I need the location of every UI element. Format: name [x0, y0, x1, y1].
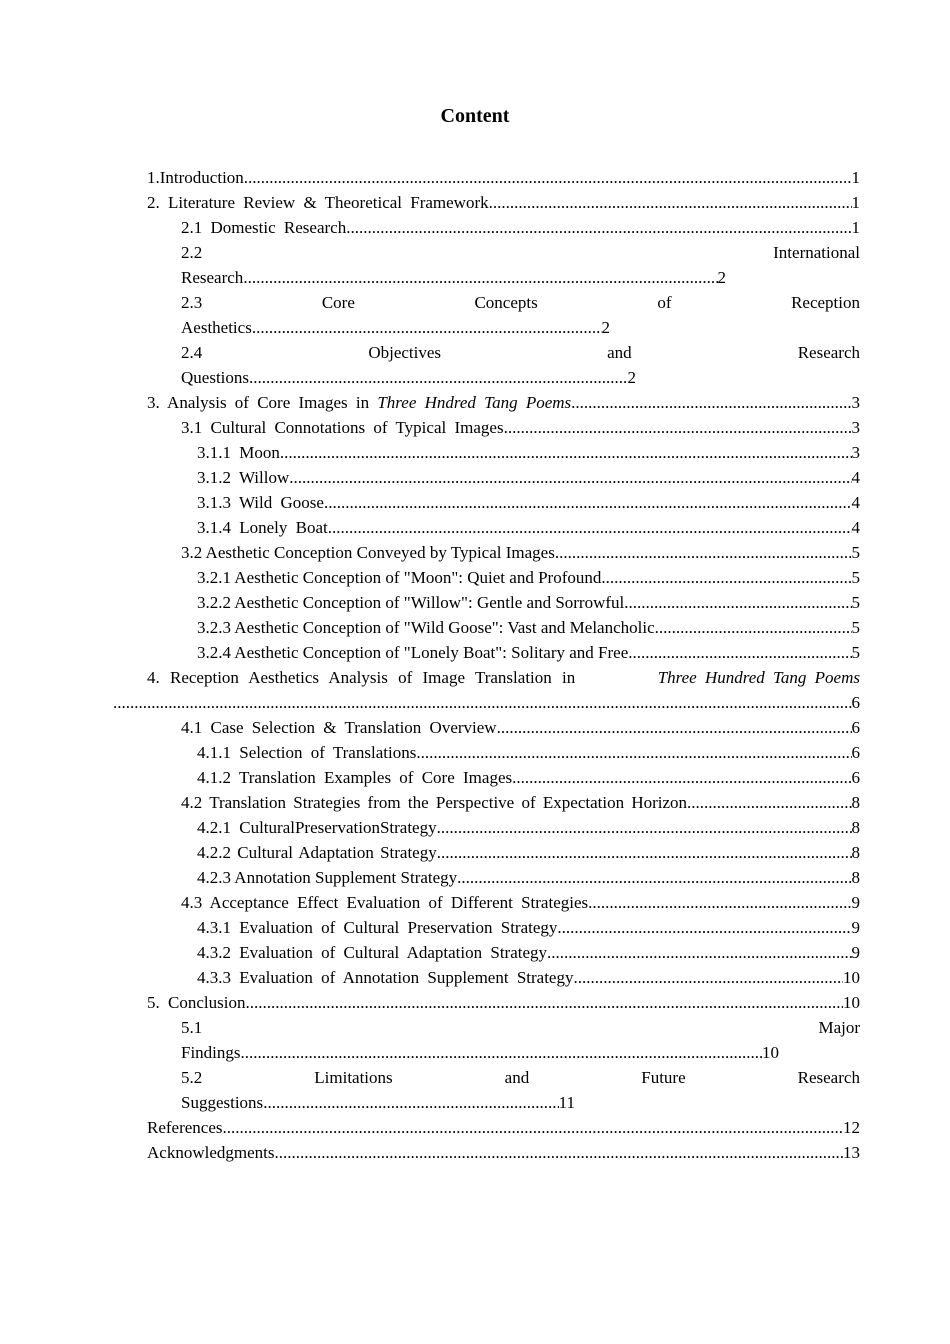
- toc-entry-5-2-line1[interactable]: 5.2 Limitations and Future Research: [181, 1068, 860, 1087]
- toc-entry-2-3-line2[interactable]: Aesthetics ..... 2: [181, 315, 610, 340]
- toc-entry-3-1-3[interactable]: 3.1.3 Wild Goose ..... 4: [197, 490, 860, 515]
- toc-entry-chapter-4-line2[interactable]: ..... 6: [113, 690, 860, 715]
- toc-entry-5-1-line2[interactable]: Findings ..... 10: [181, 1040, 779, 1065]
- toc-entry-chapter-3[interactable]: 3. Analysis of Core Images in Three Hndred Tang Poems ..... 3: [147, 390, 860, 415]
- toc-entry-4-1-2[interactable]: 4.1.2 Translation Examples of Core Images ..... 6: [197, 765, 860, 790]
- toc-entry-2-2-line1[interactable]: 2.2 International: [181, 243, 860, 262]
- toc-entry-3-1-1[interactable]: 3.1.1 Moon ..... 3: [197, 440, 860, 465]
- toc-entry-3-1[interactable]: 3.1 Cultural Connotations of Typical Images ..... 3: [181, 415, 860, 440]
- toc-entry-2-3-line1[interactable]: 2.3 Core Concepts of Reception: [181, 293, 860, 312]
- toc-entry-literature-review[interactable]: 2. Literature Review & Theoretical Framework ..... 1: [147, 190, 860, 215]
- toc-entry-5-1-line1[interactable]: 5.1 Major: [181, 1018, 860, 1037]
- toc-entry-4-2-1[interactable]: 4.2.1 CulturalPreservationStrategy ..... 8: [197, 815, 860, 840]
- toc-entry-4-2-3[interactable]: 4.2.3 Annotation Supplement Strategy ..... 8: [197, 865, 860, 890]
- toc-entry-3-2-2[interactable]: 3.2.2 Aesthetic Conception of "Willow": Gentle and Sorrowful ..... 5: [197, 590, 860, 615]
- toc-entry-2-4-line1[interactable]: 2.4 Objectives and Research: [181, 343, 860, 362]
- toc-entry-3-1-2[interactable]: 3.1.2 Willow ..... 4: [197, 465, 860, 490]
- toc-entry-4-3[interactable]: 4.3 Acceptance Effect Evaluation of Different Strategies ..... 9: [181, 890, 860, 915]
- toc-entry-4-1[interactable]: 4.1 Case Selection & Translation Overview ..... 6: [181, 715, 860, 740]
- page-title: Content: [440, 105, 510, 127]
- toc-entry-3-2-4[interactable]: 3.2.4 Aesthetic Conception of "Lonely Boat": Solitary and Free ..... 5: [197, 640, 860, 665]
- toc-entry-3-2-3[interactable]: 3.2.3 Aesthetic Conception of "Wild Goose": Vast and Melancholic ..... 5: [197, 615, 860, 640]
- toc-entry-3-1-4[interactable]: 3.1.4 Lonely Boat ..... 4: [197, 515, 860, 540]
- toc-entry-4-3-3[interactable]: 4.3.3 Evaluation of Annotation Supplement Strategy ..... 10: [197, 965, 860, 990]
- toc-entry-introduction[interactable]: 1.Introduction ..... 1: [147, 165, 860, 190]
- toc-entry-3-2[interactable]: 3.2 Aesthetic Conception Conveyed by Typical Images ..... 5: [181, 540, 860, 565]
- toc-entry-4-3-2[interactable]: 4.3.2 Evaluation of Cultural Adaptation Strategy ..... 9: [197, 940, 860, 965]
- toc-entry-conclusion[interactable]: 5. Conclusion ..... 10: [147, 990, 860, 1015]
- toc-entry-2-1[interactable]: 2.1 Domestic Research ..... 1: [181, 215, 860, 240]
- toc-entry-references[interactable]: References ..... 12: [147, 1115, 860, 1140]
- toc-entry-chapter-4-line1[interactable]: 4. Reception Aesthetics Analysis of Image Translation in Three Hundred Tang Poems: [147, 668, 860, 687]
- toc-entry-5-2-line2[interactable]: Suggestions ..... 11: [181, 1090, 575, 1115]
- toc-entry-2-4-line2[interactable]: Questions ..... 2: [181, 365, 636, 390]
- toc-entry-4-1-1[interactable]: 4.1.1 Selection of Translations ..... 6: [197, 740, 860, 765]
- toc-entry-acknowledgments[interactable]: Acknowledgments ..... 13: [147, 1140, 860, 1165]
- toc-entry-4-3-1[interactable]: 4.3.1 Evaluation of Cultural Preservation Strategy ..... 9: [197, 915, 860, 940]
- toc-entry-3-2-1[interactable]: 3.2.1 Aesthetic Conception of "Moon": Quiet and Profound ..... 5: [197, 565, 860, 590]
- toc-entry-2-2-line2[interactable]: Research ..... 2: [181, 265, 726, 290]
- toc-entry-4-2-2[interactable]: 4.2.2 Cultural Adaptation Strategy ..... 8: [197, 840, 860, 865]
- toc-entry-4-2[interactable]: 4.2 Translation Strategies from the Perspective of Expectation Horizon ..... 8: [181, 790, 860, 815]
